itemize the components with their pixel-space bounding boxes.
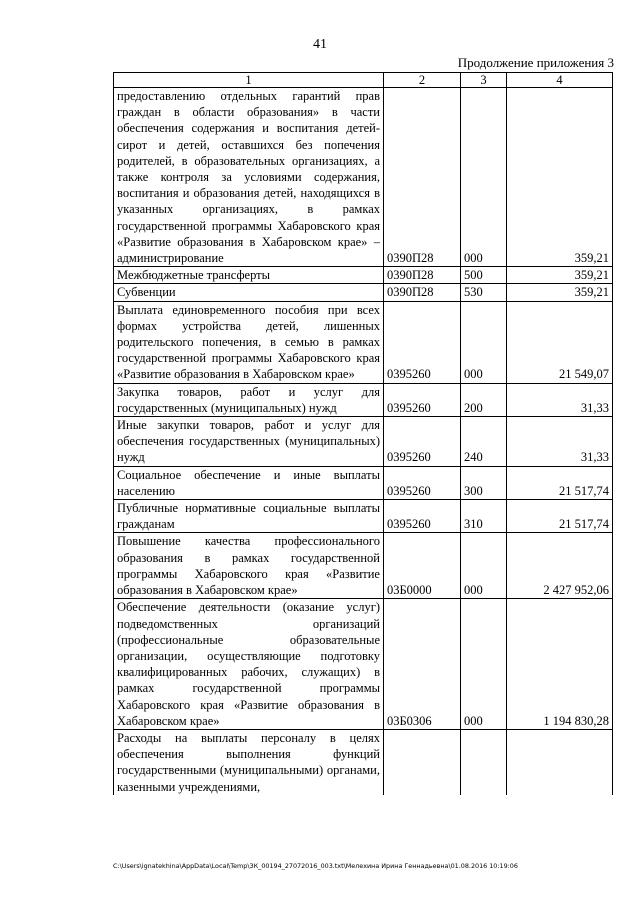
table-header-row	[114, 73, 613, 88]
row-amount: 359,21	[507, 88, 613, 267]
row-code: 0390П28	[384, 88, 461, 267]
table-row	[114, 383, 613, 416]
row-code: 0395260	[384, 500, 461, 533]
row-amount: 1 194 830,28	[507, 599, 613, 730]
row-name: Субвенции	[114, 284, 384, 301]
row-type: 000	[461, 88, 507, 267]
row-name: Закупка товаров, работ и услуг для государственных (муниципальных) нужд	[114, 383, 384, 416]
row-type: 300	[461, 466, 507, 499]
header-col-2: 2	[384, 73, 461, 88]
table-row	[114, 533, 613, 599]
table-row	[114, 500, 613, 533]
row-name: Повышение качества профессионального образования в рамках государственной программы Хабаровского края «Развитие образования в Хабаровском крае»	[114, 533, 384, 599]
row-amount	[507, 729, 613, 794]
table-row	[114, 301, 613, 383]
continuation-label: Продолжение приложения 3	[457, 55, 614, 70]
row-code: 0390П28	[384, 284, 461, 301]
row-amount: 21 517,74	[507, 466, 613, 499]
row-amount: 359,21	[507, 284, 613, 301]
row-name: Расходы на выплаты персоналу в целях обеспечения выполнения функций государственными (муниципальными) органами, казенными учреждениями,	[114, 729, 384, 794]
row-name: предоставлению отдельных гарантий прав граждан в области образования» в части обеспечения содержания и воспитания детей-сирот и детей, оставшихся без попечения родителей, в образовательных организациях, а также контроля за условиями содержания, воспитания и образования детей, находящихся в указанных организациях, в рамках государственной программы Хабаровского края «Развитие образования в Хабаровском крае» – администрирование	[114, 88, 384, 267]
row-type: 200	[461, 383, 507, 416]
row-code: 03Б0000	[384, 533, 461, 599]
header-col-4: 4	[507, 73, 613, 88]
table-row-continued	[114, 729, 613, 794]
header-col-1: 1	[114, 73, 384, 88]
row-name: Выплата единовременного пособия при всех формах устройства детей, лишенных родительского попечения, в семью в рамках государственной программы Хабаровского края «Развитие образования в Хабаровском крае»	[114, 301, 384, 383]
row-type: 500	[461, 267, 507, 284]
row-code: 0395260	[384, 383, 461, 416]
row-type: 000	[461, 533, 507, 599]
row-code: 03Б0306	[384, 599, 461, 730]
budget-table	[113, 72, 613, 795]
table-row	[114, 267, 613, 284]
row-amount: 31,33	[507, 383, 613, 416]
footer-file-path: C:\Users\ignatekhina\AppData\Local\Temp\ЗК_00194_27072016_003.txt\Мелехина Ирина Геннадьевна\01.08.2016 10:19:06	[113, 862, 518, 870]
row-code: 0395260	[384, 466, 461, 499]
table-row	[114, 417, 613, 467]
row-type: 310	[461, 500, 507, 533]
table-row	[114, 599, 613, 730]
header-col-3: 3	[461, 73, 507, 88]
row-type	[461, 729, 507, 794]
row-amount: 2 427 952,06	[507, 533, 613, 599]
row-name: Межбюджетные трансферты	[114, 267, 384, 284]
row-name: Иные закупки товаров, работ и услуг для обеспечения государственных (муниципальных) нужд	[114, 417, 384, 467]
table-row	[114, 466, 613, 499]
row-name: Обеспечение деятельности (оказание услуг) подведомственных организаций (профессиональные образовательные организации, осуществляющие подготовку квалифицированных рабочих, служащих) в рамках государственной программы Хабаровского края «Развитие образования в Хабаровском крае»	[114, 599, 384, 730]
row-name: Социальное обеспечение и иные выплаты населению	[114, 466, 384, 499]
row-type: 000	[461, 301, 507, 383]
row-code: 0395260	[384, 301, 461, 383]
row-type: 530	[461, 284, 507, 301]
row-code	[384, 729, 461, 794]
row-code: 0395260	[384, 417, 461, 467]
page-number: 41	[313, 37, 327, 52]
row-type: 000	[461, 599, 507, 730]
table-row	[114, 284, 613, 301]
row-name: Публичные нормативные социальные выплаты гражданам	[114, 500, 384, 533]
row-code: 0390П28	[384, 267, 461, 284]
row-amount: 31,33	[507, 417, 613, 467]
row-amount: 21 549,07	[507, 301, 613, 383]
table-row	[114, 88, 613, 267]
row-amount: 21 517,74	[507, 500, 613, 533]
row-type: 240	[461, 417, 507, 467]
row-amount: 359,21	[507, 267, 613, 284]
